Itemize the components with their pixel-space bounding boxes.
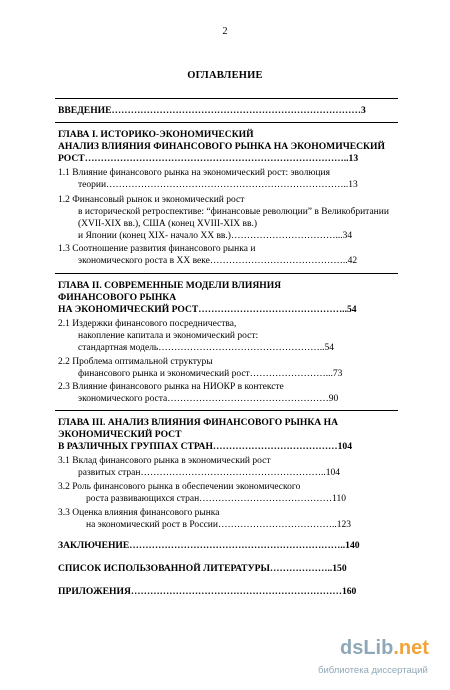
toc-entry-line: 3.1 Вклад финансового рынка в экономический рост xyxy=(58,456,271,466)
toc-chapter-line: ГЛАВА III. АНАЛИЗ ВЛИЯНИЯ ФИНАНСОВОГО РЫНКА НА xyxy=(58,417,339,428)
watermark xyxy=(318,637,443,685)
toc-chapter-line: В РАЗЛИЧНЫХ ГРУППАХ СТРАН…………………………………104 xyxy=(58,441,353,452)
toc-chapter-line: ЭКОНОМИЧЕСКИЙ РОСТ xyxy=(58,429,182,440)
toc-chapter-line: РОСТ………………………………………………………………………..13 xyxy=(58,153,359,164)
toc-entry-line: финансового рынка и экономический рост……………………...73 xyxy=(78,369,343,379)
toc-entry-line: теории…………………………………………………………………..13 xyxy=(78,180,358,190)
toc-chapter-line: ГЛАВА II. СОВРЕМЕННЫЕ МОДЕЛИ ВЛИЯНИЯ xyxy=(58,280,282,291)
toc-chapter-line: ПРИЛОЖЕНИЯ…………………………………………………………160 xyxy=(58,586,357,597)
toc-entry-line: и Японии (конец XIX- начало XX вв.)……………………………...34 xyxy=(78,231,353,241)
toc-chapter-line: АНАЛИЗ ВЛИЯНИЯ ФИНАНСОВОГО РЫНКА НА ЭКОНОМИЧЕСКИЙ xyxy=(58,141,385,152)
toc-entry-line: 3.3 Оценка влияния финансового рынка xyxy=(58,508,220,518)
toc-entry-line: 3.2 Роль финансового рынка в обеспечении экономического xyxy=(58,482,301,492)
toc-chapter-line: ЗАКЛЮЧЕНИЕ…………………………………………………………..140 xyxy=(58,540,360,551)
toc-chapter-line: НА ЭКОНОМИЧЕСКИЙ РОСТ………………………………………..54 xyxy=(58,304,357,315)
divider xyxy=(55,98,398,99)
toc-entry-line: на экономический рост в России………………………………..123 xyxy=(86,520,351,530)
toc-chapter-line: ГЛАВА I. ИСТОРИКО-ЭКОНОМИЧЕСКИЙ xyxy=(58,129,254,140)
toc-entry-line: накопление капитала и экономический рост: xyxy=(78,331,259,341)
toc-entry-line: 2.1 Издержки финансового посредничества, xyxy=(58,319,237,329)
toc-entry-line: 2.3 Влияние финансового рынка на НИОКР в контексте xyxy=(58,382,284,392)
toc-entry-line: в исторической ретроспективе: “финансовые революции” в Великобритании xyxy=(78,207,389,217)
toc-chapter-line: ФИНАНСОВОГО РЫНКА xyxy=(58,292,177,303)
toc-entry-line: 1.1 Влияние финансового рынка на экономический рост: эволюция xyxy=(58,168,330,178)
toc-entry-line: 1.2 Финансовый рынок и экономический рост xyxy=(58,195,245,205)
toc-entry-line: (XVII-XIX вв.), США (конец XVIII-XIX вв.) xyxy=(78,219,258,229)
page-number: 2 xyxy=(222,26,228,37)
toc-title: ОГЛАВЛЕНИЕ xyxy=(187,70,263,81)
toc-entry-line: 2.2 Проблема оптимальной структуры xyxy=(58,357,213,367)
toc-chapter-line: СПИСОК ИСПОЛЬЗОВАННОЙ ЛИТЕРАТУРЫ………………..150 xyxy=(58,563,347,574)
divider xyxy=(55,273,398,274)
divider xyxy=(55,410,398,411)
toc-chapter-line: ВВЕДЕНИЕ……………………………………………………………………3 xyxy=(58,105,366,116)
toc-entry-line: роста развивающихся стран……………………………………110 xyxy=(86,494,347,504)
toc-entry-line: стандартная модель……………………………………………..54 xyxy=(78,343,335,353)
watermark-logo: dsLib.net xyxy=(340,637,429,659)
toc-entry-line: экономического роста в XX веке……………………………………..42 xyxy=(78,256,358,266)
watermark-subtitle: библиотека диссертаций xyxy=(318,665,428,676)
divider xyxy=(55,122,398,123)
toc-entry-line: развитых стран…………………………………………………..104 xyxy=(78,468,340,478)
toc-entry-line: 1.3 Соотношение развития финансового рынка и xyxy=(58,244,256,254)
toc-entry-line: экономического роста……………………………………………90 xyxy=(78,394,339,404)
